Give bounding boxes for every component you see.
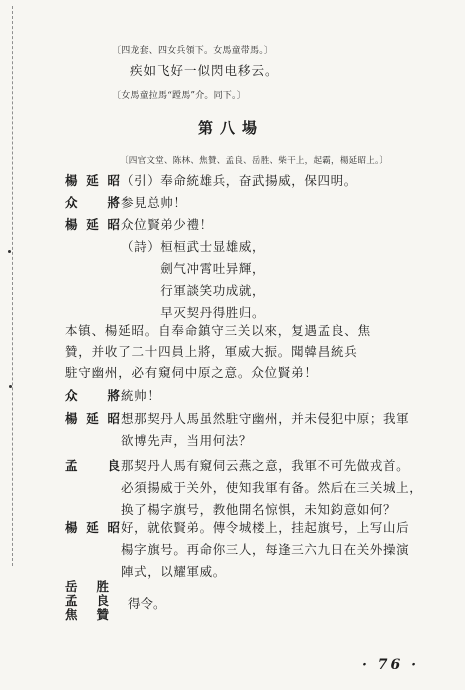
speaker-name: 众 將 bbox=[65, 388, 121, 403]
poem-line: 行軍談笑功成就， bbox=[121, 283, 266, 298]
poem-line: 早灭契丹得胜归。 bbox=[121, 305, 266, 320]
speaker-name: 岳 胜 bbox=[65, 579, 111, 594]
speech-line: 换了楊字旗号，教他開名惊惧，未知鈞意如何？ bbox=[121, 502, 397, 517]
speech-line: 想那契丹人馬虽然駐守幽州，并未侵犯中原；我軍 bbox=[121, 411, 410, 426]
speech-line: 参見总帅！ bbox=[121, 195, 187, 210]
speech-line: 陣式，以耀軍威。 bbox=[121, 564, 226, 579]
binding-edge bbox=[12, 6, 13, 566]
closing-speakers bbox=[65, 580, 111, 622]
speech-text bbox=[121, 386, 439, 406]
speech-continuation bbox=[65, 320, 439, 383]
speaker-name: 孟 良 bbox=[65, 593, 111, 608]
speech-line: 楊字旗号。再命你三人，每逢三六九日在关外操演 bbox=[121, 542, 410, 557]
speaker-name: 众 將 bbox=[65, 195, 121, 210]
speaker-name: 楊延昭 bbox=[65, 520, 121, 535]
speech-text: 得令。 bbox=[128, 596, 166, 611]
speech-text bbox=[121, 171, 439, 191]
page-number: · 76 · bbox=[362, 657, 419, 673]
speaker-name: 焦 贊 bbox=[65, 607, 111, 622]
speech-text bbox=[121, 455, 439, 521]
speaker-name: 楊延昭 bbox=[65, 217, 121, 232]
speech-line: 众位賢弟少禮！ bbox=[121, 217, 213, 232]
poem-line: 劍气冲霄吐异輝， bbox=[121, 261, 266, 276]
speaker-name: 孟 良 bbox=[65, 458, 121, 473]
poem-line: （詩）桓桓武士显雄威， bbox=[121, 239, 266, 254]
speech-text bbox=[121, 517, 439, 583]
speech-line: 駐守幽州，必有窺伺中原之意。众位賢弟！ bbox=[65, 365, 318, 380]
speech-line: 統帅！ bbox=[121, 388, 161, 403]
speech-line: 必須揚威于关外，使知我軍有备。然后在三关城上， bbox=[121, 480, 423, 495]
speech-line: 本镇、楊延昭。自奉命鎮守三关以來，复遇孟良、焦 bbox=[65, 323, 371, 338]
speaker-name: 楊延昭 bbox=[65, 173, 121, 188]
dust-speck bbox=[9, 385, 12, 388]
song-line: 疾如飞好一似閃电移云。 bbox=[130, 63, 279, 78]
stage-direction: 〔四龙套、四女兵領下。女馬童带馬。〕 bbox=[112, 46, 274, 56]
dust-speck bbox=[8, 250, 11, 253]
scene-title: 第八場 bbox=[198, 119, 265, 137]
speaker-name: 楊延昭 bbox=[65, 411, 121, 426]
speech-line: （引）奉命統雄兵，奋武揚威，保四明。 bbox=[121, 173, 357, 188]
speech-line: 好，就依賢弟。傳令城楼上，挂起旗号，上写山后 bbox=[121, 520, 410, 535]
speech-line: 那契丹人馬有窺伺云燕之意，我軍不可先做戎首。 bbox=[121, 458, 410, 473]
stage-direction: 〔女馬童拉馬“蹚馬”介。同下。〕 bbox=[112, 91, 246, 101]
stage-direction-entry: 〔四官文堂、陈林、焦贊、孟良、岳胜、柴干上，起霸，楊延昭上。〕 bbox=[120, 156, 389, 166]
speech-text bbox=[121, 408, 439, 452]
speech-text bbox=[121, 193, 439, 213]
speech-line: 欲博先声，当用何法？ bbox=[121, 433, 253, 448]
speech-line: 贊，并收了二十四員上將，軍威大振。聞韓昌統兵 bbox=[65, 344, 358, 359]
speech-text bbox=[121, 214, 439, 324]
